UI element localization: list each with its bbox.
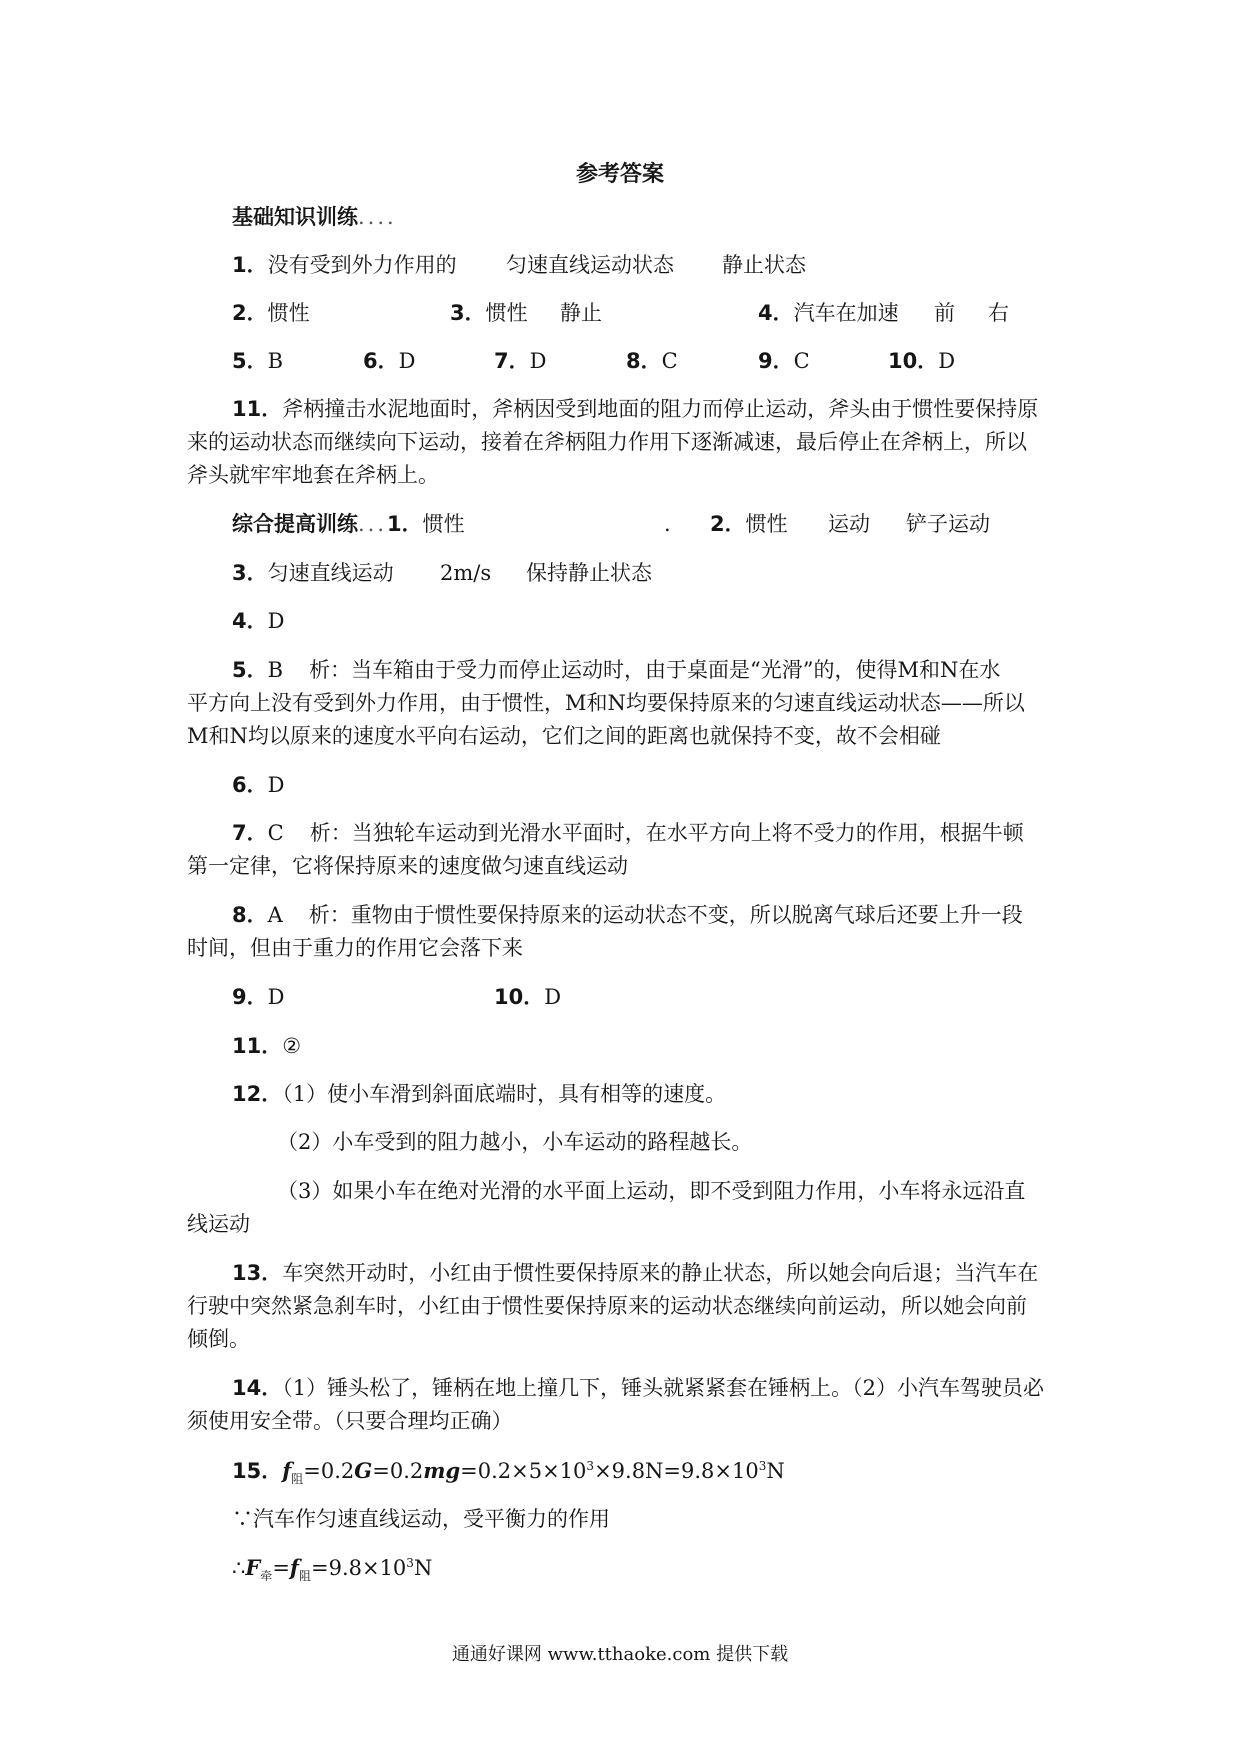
comp-q10 xyxy=(494,987,561,1008)
formula-var: mg xyxy=(423,1458,461,1483)
question-number: 10． xyxy=(494,985,545,1009)
comp-q6 xyxy=(232,775,284,796)
answer-letter: D xyxy=(267,609,285,633)
question-number: 7． xyxy=(232,821,268,845)
question-number: 8． xyxy=(626,349,662,373)
question-number: 4． xyxy=(758,301,794,325)
answer-text: 惯性 xyxy=(267,301,310,325)
basic-heading-line xyxy=(232,207,397,228)
analysis-label: 析： xyxy=(308,903,351,927)
formula-var: F xyxy=(245,1555,261,1580)
basic-q11-line2: 来的运动状态而继续向下运动，接着在斧柄阻力作用下逐渐减速，最后停止在斧柄上，所以 xyxy=(187,430,1027,454)
section-heading-basic: 基础知识训练 xyxy=(232,205,358,229)
page-footer: 通通好课网 www.tthaoke.com 提供下载 xyxy=(451,1644,789,1665)
answer-letter: D xyxy=(529,349,547,373)
question-number: 6． xyxy=(232,773,268,797)
mc-answer-6 xyxy=(363,351,415,372)
comp-q4 xyxy=(232,611,284,632)
comp-q2-b: 运动 xyxy=(828,512,870,536)
comp-q3-c: 保持静止状态 xyxy=(526,561,652,585)
answer-letter: D xyxy=(398,349,416,373)
formula-unit: N xyxy=(766,1459,785,1483)
comp-q11 xyxy=(232,1036,301,1057)
comp-q13-line2: 行驶中突然紧急刹车时，小红由于惯性要保持原来的运动状态继续向前运动，所以她会向前 xyxy=(187,1294,1027,1318)
question-number: 2． xyxy=(232,301,268,325)
answer-letter: A xyxy=(267,903,283,927)
comp-q12-line3: （3）如果小车在绝对光滑的水平面上运动，即不受到阻力作用，小车将永远沿直 xyxy=(277,1179,1026,1203)
question-number: 14． xyxy=(232,1376,283,1400)
question-number: 11． xyxy=(232,397,283,421)
answer-text: 汽车在加速 xyxy=(793,301,899,325)
paragraph-text: 斧柄撞击水泥地面时，斧柄因受到地面的阻力而停止运动，斧头由于惯性要保持原 xyxy=(282,397,1039,421)
comp-q12-line2: （2）小车受到的阻力越小，小车运动的路程越长。 xyxy=(277,1130,753,1154)
basic-q2 xyxy=(232,303,310,324)
comp-q13-line3: 倾倒。 xyxy=(187,1327,250,1351)
comp-q5-line1 xyxy=(232,660,1000,681)
answer-letter: D xyxy=(544,985,562,1009)
formula-exponent: 3 xyxy=(586,1459,595,1473)
comp-q5-line3: M和N均以原来的速度水平向右运动，它们之间的距离也就保持不变，故不会相碰 xyxy=(187,724,941,748)
answer-text: 没有受到外力作用的 xyxy=(267,253,457,277)
question-number: 2． xyxy=(710,512,746,536)
comp-q14-line1 xyxy=(232,1378,1044,1399)
question-number: 15． xyxy=(232,1459,283,1483)
formula-text: ×9.8N=9.8×10 xyxy=(594,1459,759,1483)
basic-q1-b: 匀速直线运动状态 xyxy=(506,253,674,277)
mc-answer-7 xyxy=(494,351,546,372)
answer-letter: D xyxy=(267,985,285,1009)
formula-var: G xyxy=(354,1458,373,1483)
question-number: 11． xyxy=(232,1034,283,1058)
basic-q4 xyxy=(758,303,899,324)
paragraph-text: 当独轮车运动到光滑水平面时，在水平方向上将不受力的作用，根据牛顿 xyxy=(351,821,1024,845)
comp-q15-line2: ∵汽车作匀速直线运动，受平衡力的作用 xyxy=(232,1507,610,1531)
answer-text: 惯性 xyxy=(485,301,528,325)
question-number: 1． xyxy=(387,512,423,536)
basic-q3-b: 静止 xyxy=(560,301,602,325)
question-number: 1． xyxy=(232,253,268,277)
answer-letter: C xyxy=(661,349,678,373)
question-number: 12． xyxy=(232,1082,283,1106)
formula-var: f xyxy=(289,1555,299,1580)
question-number: 9． xyxy=(758,349,794,373)
answer-letter: D xyxy=(267,773,285,797)
comp-q7-line2: 第一定律，它将保持原来的速度做匀速直线运动 xyxy=(187,854,628,878)
question-number: 9． xyxy=(232,985,268,1009)
comp-q5-line2: 平方向上没有受到外力作用，由于惯性，M和N均要保持原来的匀速直线运动状态——所以 xyxy=(187,691,1025,715)
question-number: 6． xyxy=(363,349,399,373)
question-number: 7． xyxy=(494,349,530,373)
formula-exponent: 3 xyxy=(406,1556,414,1570)
comp-q15-line3 xyxy=(232,1555,433,1584)
basic-q4-b: 前 xyxy=(934,301,955,325)
paragraph-text: 车突然开动时，小红由于惯性要保持原来的静止状态，所以她会向后退；当汽车在 xyxy=(282,1261,1039,1285)
formula-subscript: 牵 xyxy=(260,1569,273,1584)
answer-letter: B xyxy=(267,349,284,373)
answer-letter: C xyxy=(267,821,284,845)
question-number: 13． xyxy=(232,1261,283,1285)
paragraph-text: （1）使小车滑到斜面底端时，具有相等的速度。 xyxy=(282,1082,727,1106)
comp-q3 xyxy=(232,563,394,584)
question-number: 4． xyxy=(232,609,268,633)
answer-letter: C xyxy=(793,349,810,373)
comp-q2-c: 铲子运动 xyxy=(906,512,990,536)
heading-dots: ... xyxy=(358,512,388,536)
basic-q11-line1 xyxy=(232,399,1038,420)
formula-text: =0.2×5×10 xyxy=(460,1459,587,1483)
formula-exponent: 3 xyxy=(758,1459,767,1473)
answer-text: 惯性 xyxy=(745,512,788,536)
answer-letter: D xyxy=(938,349,956,373)
answer-text: 匀速直线运动 xyxy=(267,561,394,585)
comp-q3-b: 2m/s xyxy=(440,561,492,585)
answer-letter: B xyxy=(267,658,284,682)
section-heading-comp: 综合提高训练 xyxy=(232,512,358,536)
paragraph-text: 当车箱由于受力而停止运动时，由于桌面是“光滑”的，使得M和N在水 xyxy=(351,658,1001,682)
formula-subscript: 阻 xyxy=(291,1472,304,1487)
question-number: 10． xyxy=(888,349,939,373)
analysis-label: 析： xyxy=(309,821,352,845)
mc-answer-9 xyxy=(758,351,810,372)
mc-answer-5 xyxy=(232,351,283,372)
mc-answer-8 xyxy=(626,351,678,372)
basic-q4-c: 右 xyxy=(988,301,1009,325)
formula-unit: N xyxy=(413,1556,433,1580)
comp-q12-line1 xyxy=(232,1084,726,1105)
therefore-symbol: ∴ xyxy=(232,1556,246,1580)
analysis-label: 析： xyxy=(309,658,352,682)
comp-q14-line2: 须使用安全带。（只要合理均正确） xyxy=(187,1409,513,1433)
question-number: 5． xyxy=(232,349,268,373)
basic-q11-line3: 斧头就牢牢地套在斧柄上。 xyxy=(187,463,439,487)
basic-q3 xyxy=(450,303,528,324)
comp-q8-line1 xyxy=(232,905,1023,926)
paragraph-text: （1）锤头松了，锤柄在地上撞几下，锤头就紧紧套在锤柄上。（2）小汽车驾驶员必 xyxy=(282,1376,1044,1400)
formula-text: =9.8×10 xyxy=(310,1556,407,1580)
question-number: 8． xyxy=(232,903,268,927)
basic-q1-c: 静止状态 xyxy=(722,253,806,277)
comp-q13-line1 xyxy=(232,1263,1038,1284)
formula-text: =0.2 xyxy=(372,1459,424,1483)
comp-q12-line4: 线运动 xyxy=(187,1212,250,1236)
comp-q9 xyxy=(232,987,284,1008)
comp-q15-line1 xyxy=(232,1458,785,1487)
question-number: 3． xyxy=(232,561,268,585)
mc-answer-10 xyxy=(888,351,955,372)
basic-q1 xyxy=(232,255,457,276)
formula-subscript: 阻 xyxy=(298,1569,311,1584)
question-number: 3． xyxy=(450,301,486,325)
paragraph-text: 重物由于惯性要保持原来的运动状态不变，所以脱离气球后还要上升一段 xyxy=(350,903,1023,927)
formula-text: =0.2 xyxy=(303,1459,355,1483)
comp-q8-line2: 时间，但由于重力的作用它会落下来 xyxy=(187,936,523,960)
heading-dots: .... xyxy=(358,205,397,229)
formula-text: = xyxy=(272,1556,290,1580)
answer-text: ② xyxy=(282,1034,302,1058)
comp-q7-line1 xyxy=(232,823,1024,844)
comp-heading-line xyxy=(232,514,465,535)
answer-text: 惯性 xyxy=(422,512,465,536)
comp-q2 xyxy=(710,514,788,535)
question-number: 5． xyxy=(232,658,268,682)
page-title: 参考答案 xyxy=(575,162,664,187)
stray-dot: . xyxy=(664,512,671,536)
formula-var: f xyxy=(282,1458,292,1483)
